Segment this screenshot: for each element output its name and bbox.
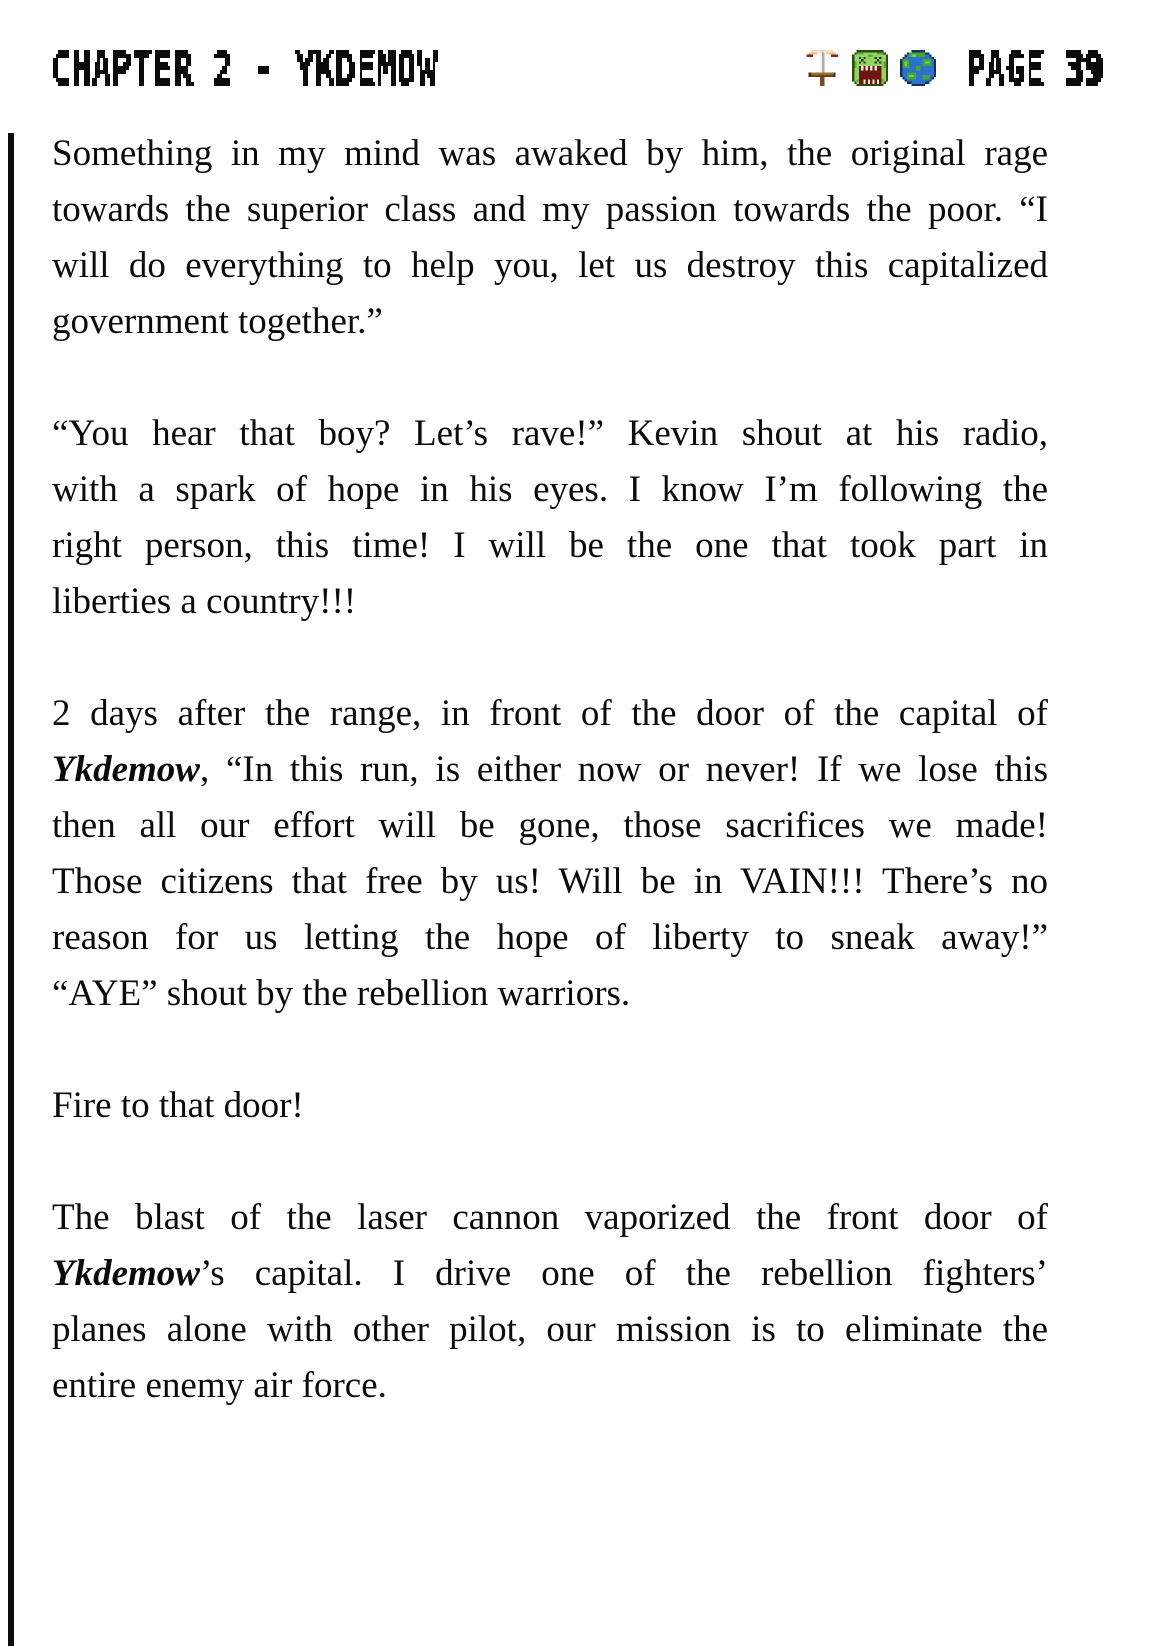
text-run: , “In this run, is either now or never! If we lose this [199,749,1048,790]
text-run: “You hear that boy? Let’s rave!” Kevin shout at his radio, [52,413,1048,454]
text-run: Fire to that door! [52,1085,304,1126]
text-run: ’s capital. I drive one of the rebellion fighters’ [199,1253,1048,1294]
paragraph [52,686,1048,1022]
text-line [52,854,1048,910]
header-icons [804,50,936,86]
page-body [52,126,1048,1414]
text-run: 2 days after the range, in front of the door of the capital of [52,693,1048,734]
text-line [52,686,1048,742]
text-line [52,1190,1048,1246]
text-line [52,1246,1048,1302]
text-run: planes alone with other pilot, our mission is to eliminate the [52,1309,1048,1350]
header-right [804,38,1108,98]
text-line [52,798,1048,854]
chapter-title [48,38,443,98]
text-line [52,294,1048,350]
text-line [52,406,1048,462]
creeper-face-icon [852,50,888,86]
page-indicator [964,38,1108,98]
text-line [52,966,1048,1022]
paragraph [52,406,1048,630]
text-line [52,238,1048,294]
text-line [52,1078,1048,1134]
text-run: government together.” [52,301,383,342]
chapter-title-text-pixelated [48,38,443,98]
text-run: right person, this time! I will be the one that took part in [52,525,1048,566]
left-edge-line [8,133,14,1646]
page-number-pixelated [1061,38,1108,98]
text-run: liberties a country!!! [52,581,357,622]
text-run: reason for us letting the hope of liberty to sneak away!” [52,917,1048,958]
text-run: will do everything to help you, let us destroy this capitalized [52,245,1048,286]
text-line [52,742,1048,798]
text-line [52,574,1048,630]
text-line [52,1358,1048,1414]
text-line [52,462,1048,518]
text-run: with a spark of hope in his eyes. I know I’m following the [52,469,1048,510]
text-run: Something in my mind was awaked by him, the original rage [52,133,1048,174]
sword-icon [804,50,840,86]
text-run: towards the superior class and my passion towards the poor. “I [52,189,1048,230]
page-header [48,38,1108,98]
text-run: then all our effort will be gone, those sacrifices we made! [52,805,1048,846]
text-line [52,182,1048,238]
text-line [52,910,1048,966]
text-run: The blast of the laser cannon vaporized the front door of [52,1197,1048,1238]
paragraph [52,1078,1048,1134]
text-run: “AYE” shout by the rebellion warriors. [52,973,631,1014]
emphasized-text: Ykdemow [52,749,200,790]
globe-icon [900,50,936,86]
paragraph [52,1190,1048,1414]
text-line [52,1302,1048,1358]
emphasized-text: Ykdemow [52,1253,200,1294]
text-run: Those citizens that free by us! Will be in VAIN!!! There’s no [52,861,1048,902]
text-line [52,518,1048,574]
text-run: entire enemy air force. [52,1365,387,1406]
page-label-pixelated [964,38,1051,98]
paragraph [52,126,1048,350]
text-line [52,126,1048,182]
